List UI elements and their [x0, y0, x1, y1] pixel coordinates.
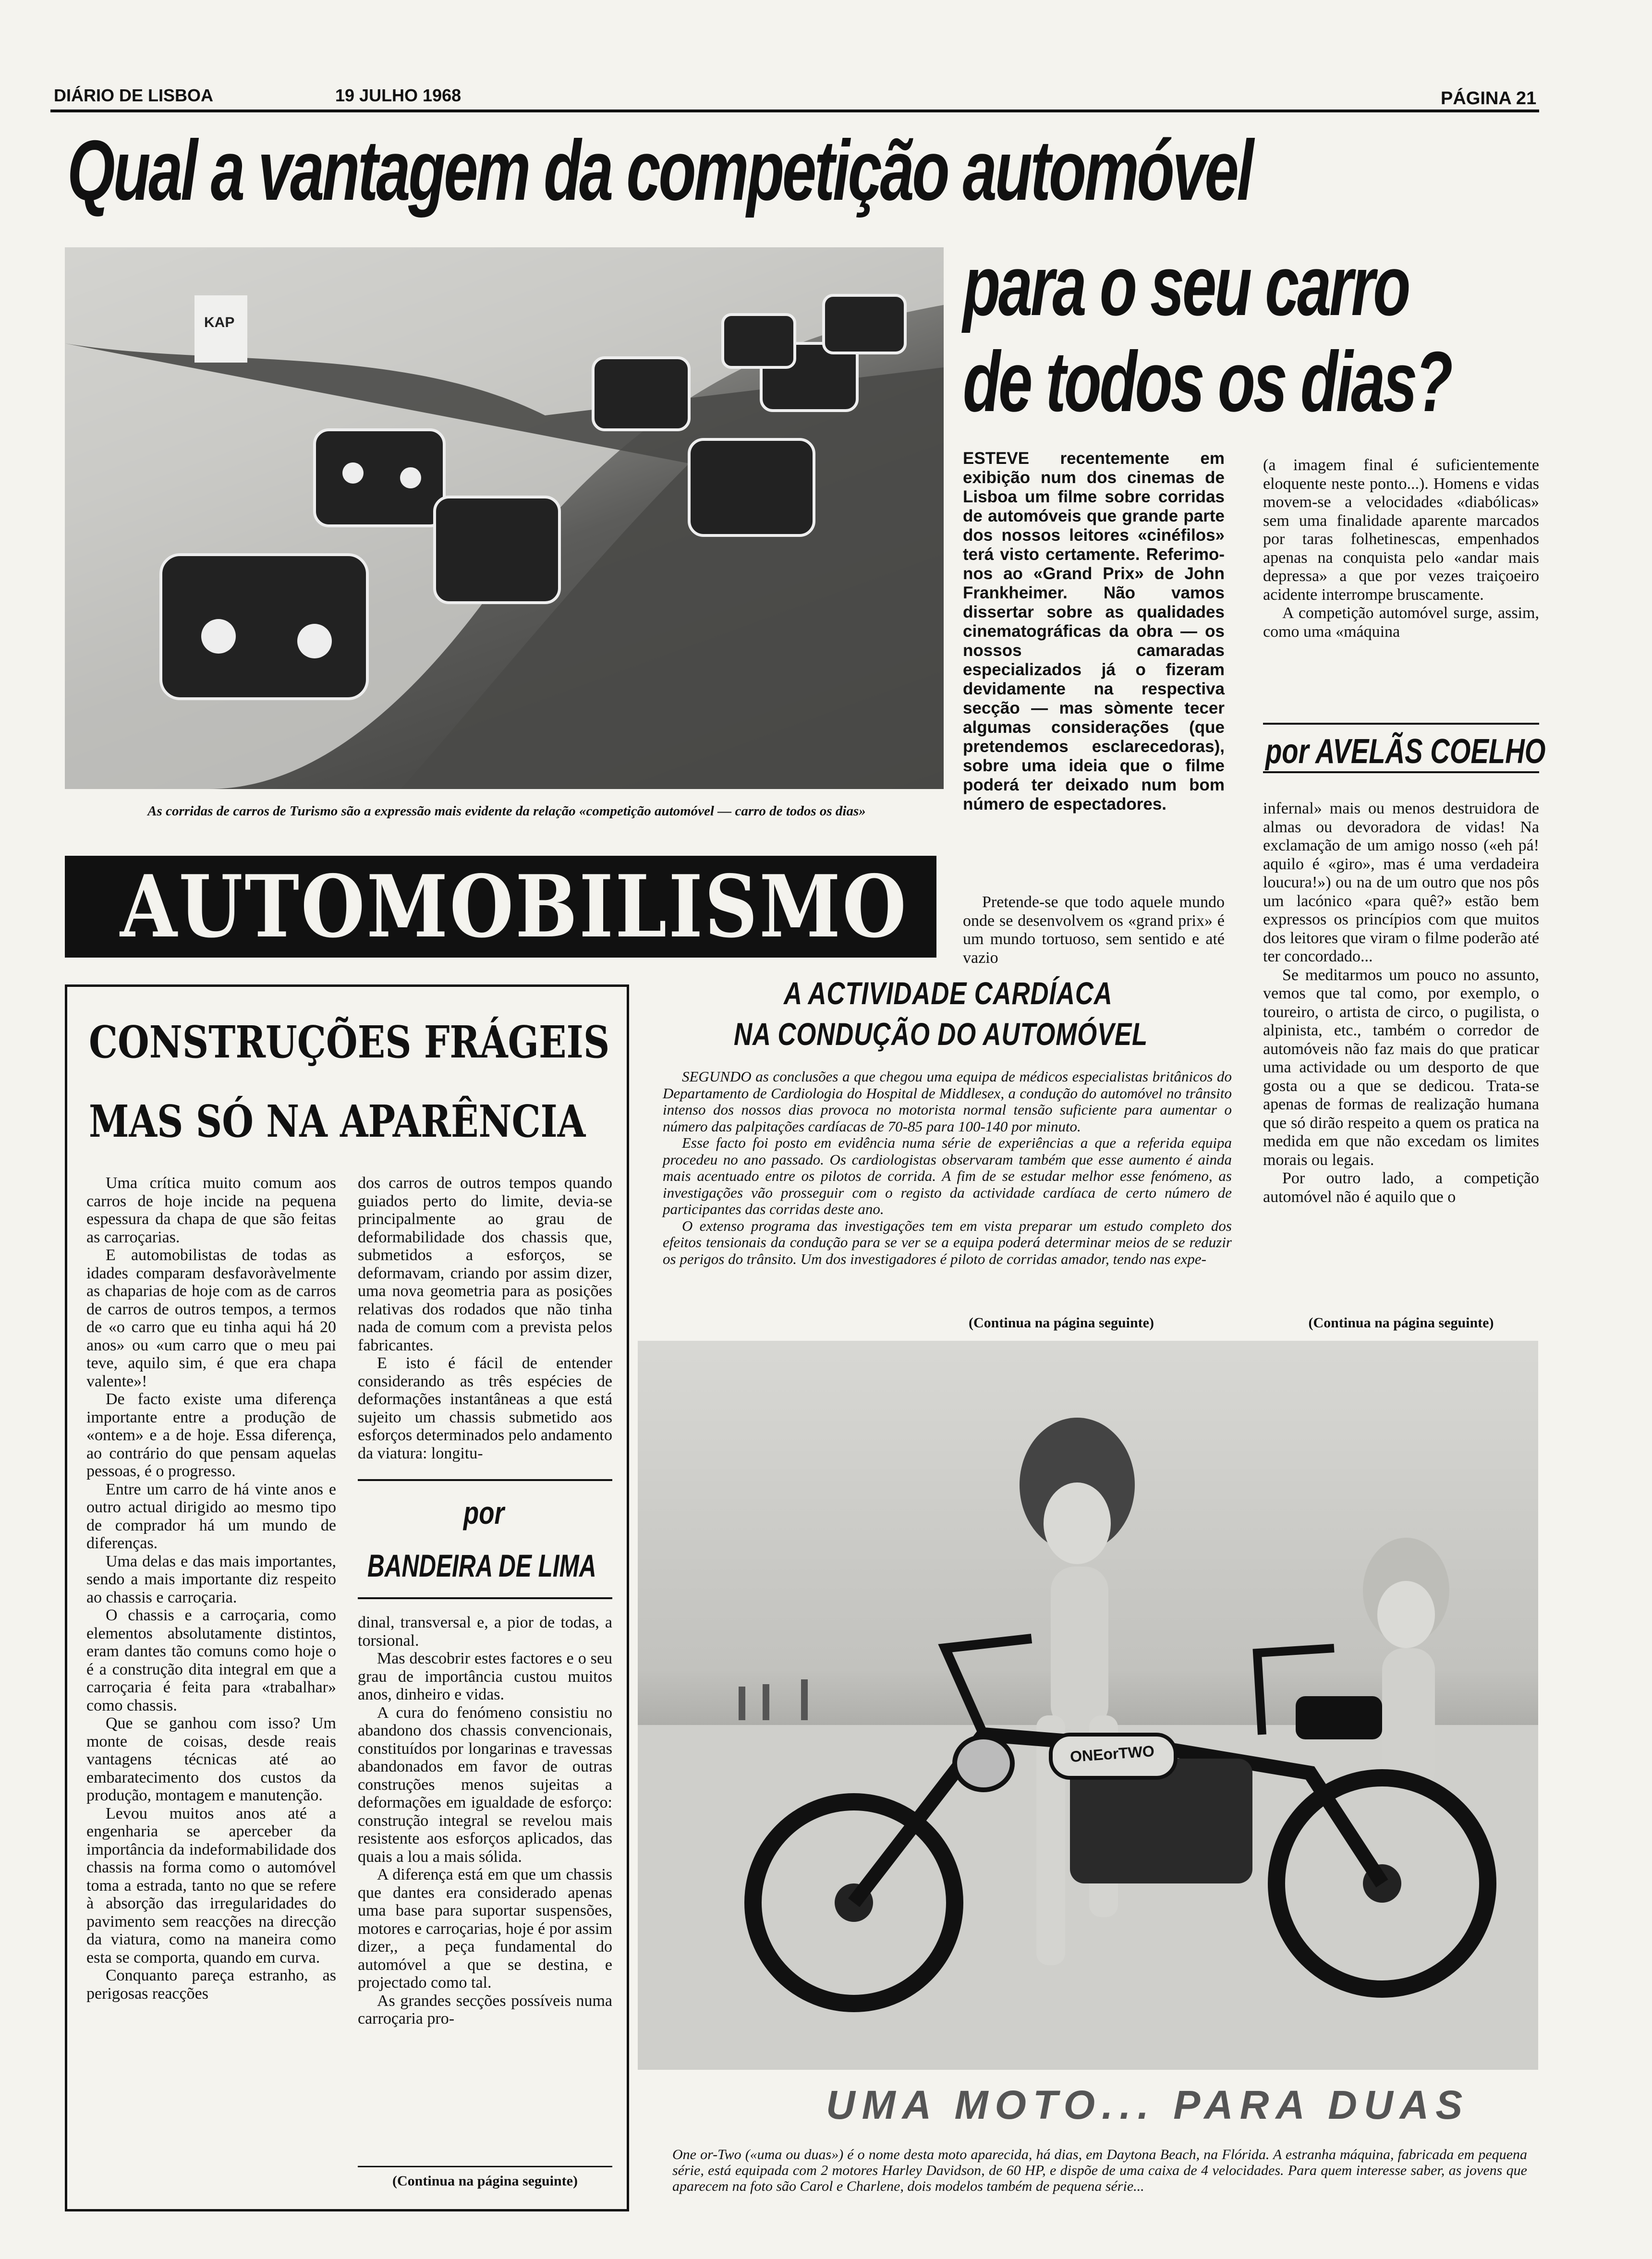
fragile-paragraph: Conquanto pareça estranho, as perigosas reacções — [86, 1967, 336, 2003]
byline-avelas-coelho — [1263, 723, 1546, 773]
moto-title: UMA MOTO... PARA DUAS — [826, 2082, 1470, 2127]
cardiac-title-1: A ACTIVIDADE CARDÍACA — [784, 975, 1113, 1011]
fragile-paragraph: Entre um carro de há vinte anos e outro actual dirigido ao mesmo tipo de comprador há um mundo de diferenças. — [86, 1480, 336, 1552]
moto-caption: One or-Two («uma ou duas») é o nome desta moto aparecida, há dias, em Daytona Beach, na Flórida. A estranha máquina, fabricada em pequena série, está equipada com 2 motores Harley Davidson, de 60 HP, e dispõe de uma caixa de 4 velocidades. Para quem interesse saber, as jovens que aparecem na foto são Carol e Charlene, dois modelos também de pequena série... — [672, 2147, 1527, 2194]
fragile-paragraph: Mas descobrir estes factores e o seu grau de importância custou muitos anos, dinheiro e vidas. — [358, 1650, 612, 1703]
racing-photo — [65, 247, 944, 789]
main-article-lead: ESTEVE recentemente em exibição num dos cinemas de Lisboa um filme sobre corridas de automóveis que grande parte dos nossos leitores «cinéfilos» terá visto certamente. Referimo-nos ao «Grand Prix» de John Frankheimer. Não vamos dissertar sobre as qualidades cinematográficas da obra — os nossos camaradas especializados já o fizeram devidamente na respectiva secção — mas sòmente tecer algumas considerações (que pretendemos esclarecedoras), sobre uma ideia que o filme poderá ter deixado num bom número de espectadores. — [963, 449, 1225, 814]
fragile-paragraph: Uma crítica muito comum aos carros de hoje incide na pequena espessura da chapa de que são feitas as carroçarias. — [86, 1174, 336, 1246]
motorcycle-scene-icon — [638, 1341, 1538, 2070]
cardiac-title-2: NA CONDUÇÃO DO AUTOMÓVEL — [734, 1016, 1148, 1052]
fragile-paragraph: dinal, transversal e, a pior de todas, a torsional. — [358, 1614, 612, 1650]
fragile-paragraph: E isto é fácil de entender considerando as três espécies de deformações instantâneas a que está sujeito um chassis submetido aos esforços determinados pelo andamento da viatura: longitu- — [358, 1354, 612, 1462]
byline-avelas-text: por AVELÃS COELHO — [1265, 732, 1546, 771]
headline-line-2: para o seu carro — [963, 238, 1409, 333]
motorcycle-photo — [638, 1341, 1538, 2070]
fragile-byline-por: por — [463, 1495, 505, 1530]
fragile-col1 — [86, 1174, 336, 2003]
fragile-paragraph: O chassis e a carroçaria, como elementos absolutamente distintos, eram dantes tão comuns como hoje o é a construção dita integral em que a carroçaria é feita para «trabalhar» como chassis. — [86, 1606, 336, 1714]
page-number: PÁGINA 21 — [1441, 88, 1537, 109]
fragile-paragraph: As grandes secções possíveis numa carroçaria pro- — [358, 1992, 612, 2028]
fragile-byline — [358, 1479, 612, 1599]
masthead-publication: DIÁRIO DE LISBOA — [54, 85, 214, 105]
cardiac-paragraph: O extenso programa das investigações tem em vista preparar um estudo completo dos efeitos tensionais da condução para se ver se a equipa poderá determinar meios de se reduzir os perigos do trânsito. Um dos investigadores é piloto de corridas amador, tendo nas expe- — [663, 1217, 1232, 1267]
fragile-title-2: MAS SÓ NA APARÊNCIA — [89, 1095, 586, 1147]
main-article-paragraph: infernal» mais ou menos destruidora de almas ou devoradora de vidas! Na exclamação de um amigo nosso («eh pá! aquilo é «giro», mas é uma verdadeira loucura!») ou na de um outro que nos pôs um lacónico «para quê?» estão bem expressos os princípios com que muitos dos leitores que viram o filme poderão até ter concordado... — [1263, 800, 1539, 965]
masthead-date: 19 JULHO 1968 — [335, 85, 462, 105]
fragile-paragraph: Que se ganhou com isso? Um monte de coisas, desde reais vantagens técnicas até ao embaratecimento dos custos da produção, montagem e manutenção. — [86, 1714, 336, 1804]
main-article-paragraph: (a imagem final é suficientemente eloquente neste ponto...). Homens e vidas movem-se a velocidades «diabólicas» sem uma finalidade aparente marcados por taras folhetinescas, empenhados apenas na conquista pelo «andar mais depressa» a que por vezes traiçoeiro acidente interrompe bruscamente. — [1263, 456, 1539, 604]
main-article-paragraph: A competição automóvel surge, assim, como uma «máquina — [1263, 604, 1539, 641]
fragile-paragraph: Levou muitos anos até a engenharia se aperceber da importância da indeformabilidade dos chassis na forma como o automóvel toma a estrada, tanto no que se refere à absorção das irregularidades do pavimento sem reacções na direcção da viatura, como na maneira como esta se comporta, quando em curva. — [86, 1804, 336, 1967]
fragile-paragraph: A diferença está em que um chassis que dantes era considerado apenas uma base para suportar suspensões, motores e carroçarias, hoje é por assim dizer,, a peça fundamental do automóvel a que se destina, e projectado como tal. — [358, 1866, 612, 1992]
section-banner — [65, 856, 936, 958]
motorcycle-tank-text: ONEorTWO — [1069, 1742, 1155, 1766]
main-article-paragraph: Pretende-se que todo aquele mundo onde se desenvolvem os «grand prix» é um mundo tortuoso, sem sentido e até vazio — [963, 893, 1225, 967]
racing-scene-icon — [65, 247, 944, 789]
fragile-paragraph: A cura do fenómeno consistiu no abandono dos chassis convencionais, constituídos por longarinas e travessas abandonados em favor de outras construções menos sujeitas a deformações em igualdade de esforço: construção integral se revelou mais resistente aos esforços aplicados, das quais a lou a mais sólida. — [358, 1703, 612, 1866]
fragile-byline-name: BANDEIRA DE LIMA — [367, 1548, 596, 1583]
fragile-paragraph: E automobilistas de todas as idades comparam desfavoràvelmente as chaparias de hoje com as de carros de carros de outros tempos, a termos de «o carro que eu tinha aqui há 20 anos» ou «um carro que o meu pai teve, aquilo sim, é que era chapa valente»! — [86, 1246, 336, 1390]
main-article-paragraph: Se meditarmos um pouco no assunto, vemos que tal como, por exemplo, o toureiro, o artista de circo, o pugilista, o alpinista, etc., também o corredor de automóveis não faz mais do que praticar uma actividade ou um desporto de que gosta ou a que se dedicou. Trata-se apenas de formas de realização humana que só dirão respeito a quem os pratica na medida em que não excedam os limites morais ou legais. — [1263, 966, 1539, 1169]
headline-line-3: de todos os dias? — [963, 334, 1451, 429]
main-article-continues: (Continua na página seguinte) — [1308, 1315, 1494, 1331]
fragile-paragraph: dos carros de outros tempos quando guiados perto do limite, devia-se principalmente ao grau de deformabilidade dos chassis que, submetidos a esforços, se deformavam, criando por assim dizer, uma nova geometria para as posições relativas dos rodados que não tinha nada de comum com a prevista pelos fabricantes. — [358, 1174, 612, 1354]
main-article-col2-top — [1263, 456, 1539, 641]
fragile-paragraph: De facto existe uma diferença importante entre a produção de «ontem» e a de hoje. Essa diferença, ao contrário do que pensam aquelas pessoas, é o progresso. — [86, 1390, 336, 1480]
main-article-paragraph: Por outro lado, a competição automóvel não é aquilo que o — [1263, 1169, 1539, 1206]
headline-line-1: Qual a vantagem da competição automóvel — [67, 122, 1252, 218]
cardiac-paragraph: SEGUNDO as conclusões a que chegou uma equipa de médicos especialistas britânicos do Departamento de Cardiologia do Hospital de Middlesex, a condução do automóvel no trânsito intenso dos nossos dias provoca no motorista normal tensão suficiente para aumentar o número das palpitações cardíacas de 70-85 para 100-140 por minuto. — [663, 1068, 1232, 1135]
section-banner-text: AUTOMOBILISMO — [120, 856, 908, 957]
fragile-paragraph: Uma delas e das mais importantes, sendo a mais importante diz respeito ao chassis e carroçaria. — [86, 1552, 336, 1606]
fragile-article-box — [65, 984, 629, 2211]
header-rule — [50, 109, 1539, 112]
main-article-col2-bottom — [1263, 800, 1539, 1206]
cardiac-continues: (Continua na página seguinte) — [969, 1315, 1154, 1331]
fragile-col2-top — [358, 1174, 612, 1462]
fragile-title-1: CONSTRUÇÕES FRÁGEIS — [89, 1016, 610, 1068]
fragile-continues: (Continua na página seguinte) — [358, 2166, 612, 2189]
cardiac-article-body — [663, 1069, 1232, 1267]
main-article-col1-continued — [963, 893, 1225, 967]
racing-photo-sign: KAP — [204, 315, 235, 330]
cardiac-paragraph: Esse facto foi posto em evidência numa série de experiências a que a referida equipa procedeu no ano passado. Os cardiologistas observaram também que esse aumento é ainda mais acentuado entre os pilotos de corrida. A fim de se estudar melhor esse fenómeno, as investigações vão prosseguir com o registo da actividade cardíaca de certo número de participantes das corridas deste ano. — [663, 1134, 1232, 1217]
racing-photo-caption: As corridas de carros de Turismo são a expressão mais evidente da relação «competição automóvel — carro de todos os dias» — [147, 803, 866, 819]
fragile-col2-bottom — [358, 1614, 612, 2028]
